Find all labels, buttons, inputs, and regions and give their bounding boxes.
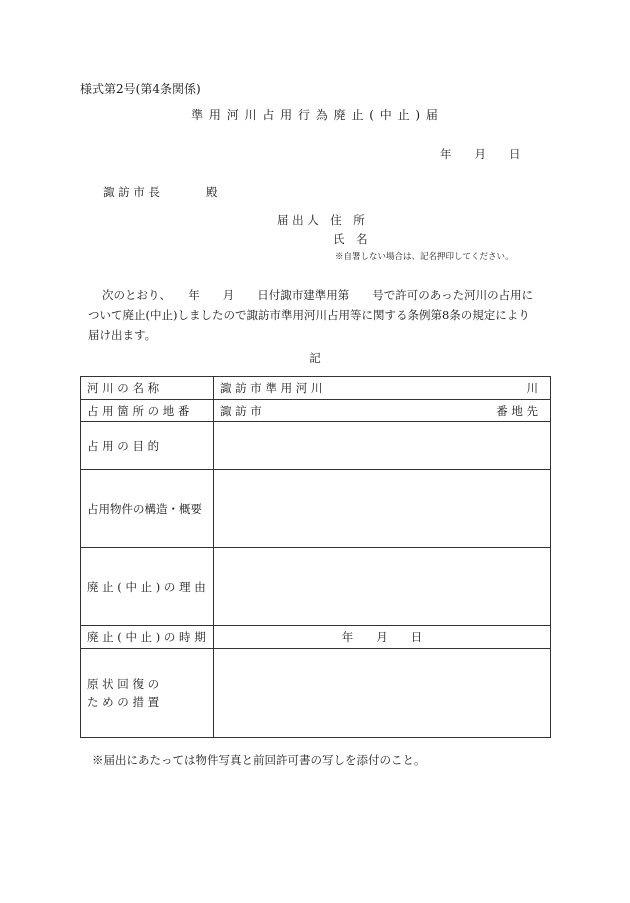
footnote: ※届出にあたっては物件写真と前回許可書の写しを添付のこと。	[92, 753, 426, 767]
purpose-cell[interactable]	[214, 422, 551, 470]
structure-cell[interactable]	[214, 470, 551, 548]
river-name-prefix: 諏 訪 市 準 用 河 川	[220, 381, 323, 395]
timing-cell[interactable]	[214, 626, 551, 649]
location-label: 占 用 箇 所 の 地 番	[81, 400, 214, 422]
table-row-structure	[81, 470, 551, 548]
applicant-name-label: 氏 名	[333, 232, 368, 246]
restoration-label	[81, 649, 214, 738]
purpose-label: 占 用 の 目 的	[81, 422, 214, 470]
body-line-1: 次のとおり、 年 月 日付諏市建準用第 号で許可のあった河川の占用に	[102, 288, 534, 302]
river-name-label: 河 川 の 名 称	[81, 377, 214, 400]
table-row-timing	[81, 626, 551, 649]
form-table	[80, 376, 551, 738]
form-number: 様式第2号(第4条関係)	[80, 82, 201, 96]
document-title: 準 用 河 川 占 用 行 為 廃 止 ( 中 止 ) 届	[191, 108, 439, 122]
addressee: 諏 訪 市 長 殿	[103, 185, 218, 199]
river-name-suffix: 川	[526, 381, 538, 395]
body-line-2: ついて廃止(中止)しましたので諏訪市準用河川占用等に関する条例第8条の規定により	[88, 308, 530, 322]
river-name-cell[interactable]	[214, 377, 551, 400]
applicant-address-label: 届 出 人 住 所	[277, 213, 365, 227]
table-row-purpose	[81, 422, 551, 470]
date-line: 年 月 日	[440, 147, 521, 161]
location-prefix: 諏 訪 市	[220, 403, 262, 418]
timing-label: 廃 止 ( 中 止 ) の 時 期	[81, 626, 214, 649]
table-row-restoration	[81, 649, 551, 738]
restoration-cell[interactable]	[214, 649, 551, 738]
location-cell[interactable]	[214, 400, 551, 422]
timing-value: 年 月 日	[341, 630, 423, 644]
restoration-label-line-2: た め の 措 置	[87, 695, 160, 709]
seal-note: ※自署しない場合は、記名押印してください。	[335, 252, 514, 262]
structure-label: 占用物件の構造・概要	[81, 470, 214, 548]
table-row-river-name	[81, 377, 551, 400]
reason-cell[interactable]	[214, 548, 551, 626]
location-suffix: 番 地 先	[496, 403, 538, 418]
table-row-reason	[81, 548, 551, 626]
restoration-label-line-1: 原 状 回 復 の	[87, 677, 160, 691]
body-text	[88, 285, 533, 345]
body-line-3: 届け出ます。	[88, 328, 157, 342]
reason-label: 廃 止 ( 中 止 ) の 理 由	[81, 548, 214, 626]
table-row-location	[81, 400, 551, 422]
ki-mark: 記	[309, 351, 321, 365]
